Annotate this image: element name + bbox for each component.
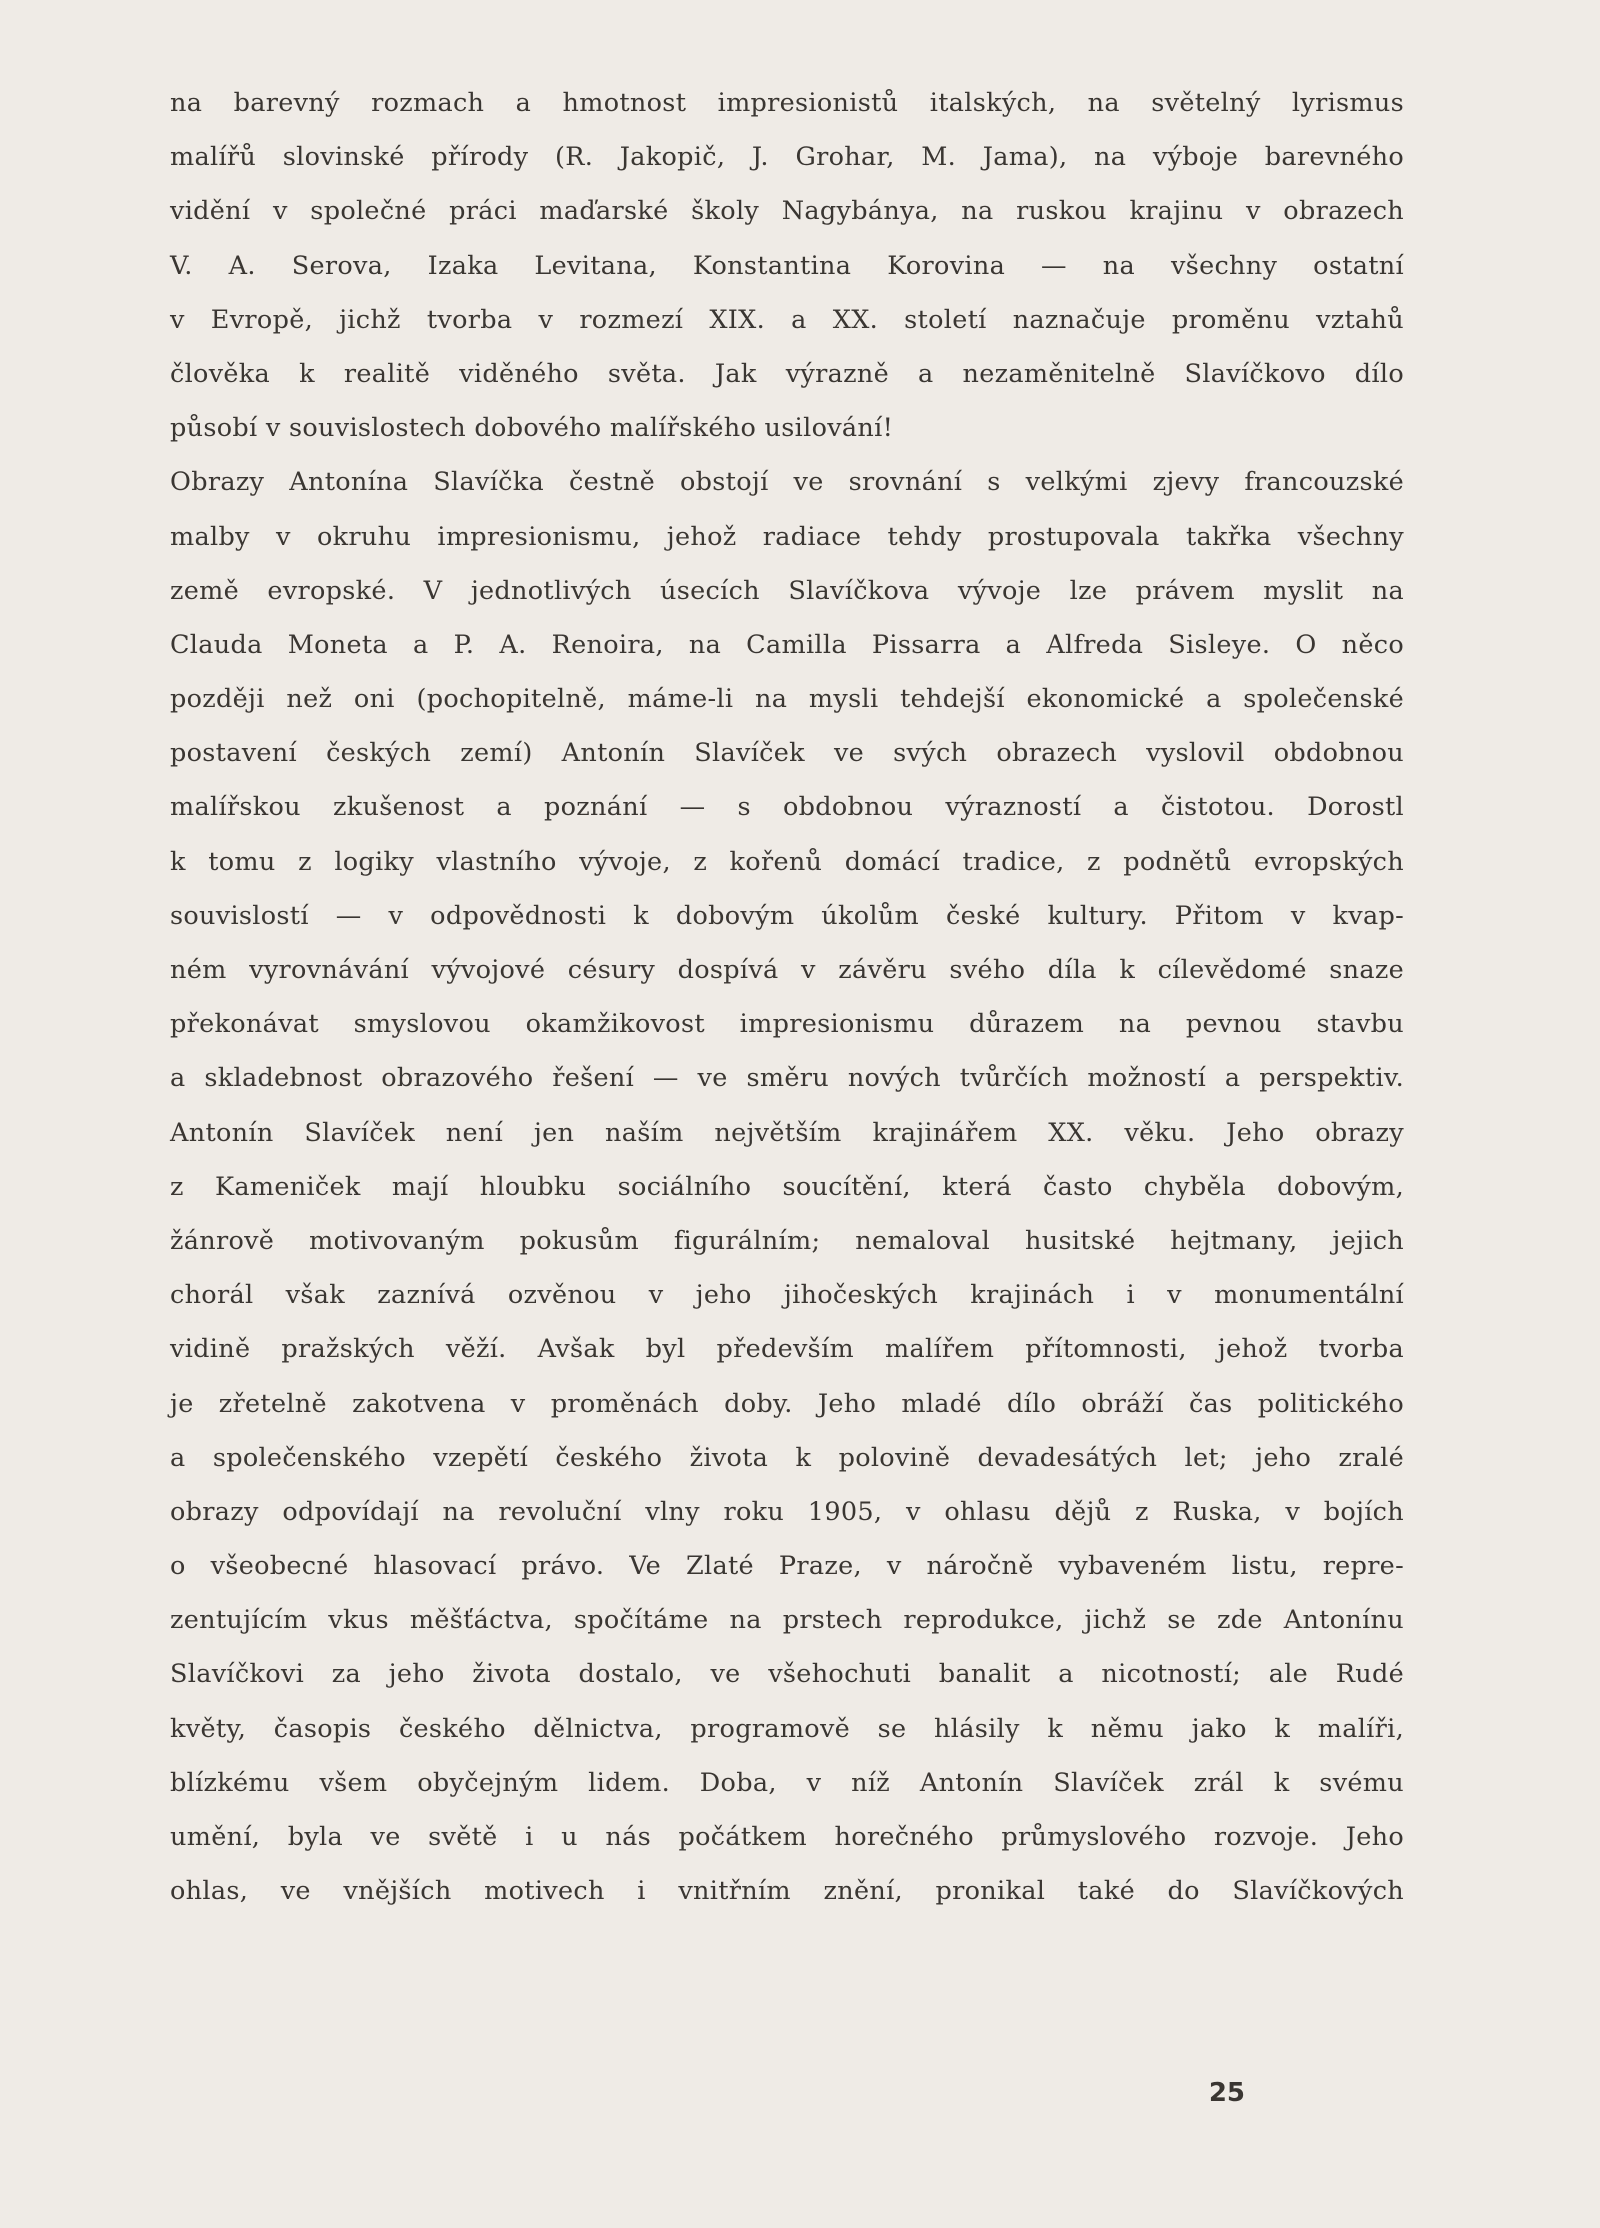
text-line: malířskou zkušenost a poznání — s obdobnou výrazností a čistotou. Dorostl [170, 792, 1404, 823]
text-line: obrazy odpovídají na revoluční vlny roku 1905, v ohlasu dějů z Ruska, v bojích [170, 1496, 1404, 1527]
text-line: člověka k realitě viděného světa. Jak výrazně a nezaměnitelně Slavíčkovo dílo [170, 358, 1404, 389]
text-line: ohlas, ve vnějších motivech i vnitřním znění, pronikal také do Slavíčkových [170, 1876, 1404, 1907]
text-line: umění, byla ve světě i u nás počátkem horečného průmyslového rozvoje. Jeho [170, 1822, 1404, 1852]
text-line: souvislostí — v odpovědnosti k dobovým úkolům české kultury. Přitom v kvap- [170, 900, 1404, 931]
text-line: působí v souvislostech dobového malířského usilování! [170, 413, 894, 444]
text-line: země evropské. V jednotlivých úsecích Slavíčkova vývoje lze právem myslit na [170, 575, 1404, 606]
text-line: Clauda Moneta a P. A. Renoira, na Camilla Pissarra a Alfreda Sisleye. O něco [170, 629, 1404, 660]
text-line: malby v okruhu impresionismu, jehož radiace tehdy prostupovala takřka všechny [170, 521, 1404, 552]
text-line: Obrazy Antonína Slavíčka čestně obstojí ve srovnání s velkými zjevy francouzské [170, 467, 1404, 498]
text-line: vidění v společné práci maďarské školy Nagybánya, na ruskou krajinu v obrazech [170, 196, 1404, 227]
text-line: malířů slovinské přírody (R. Jakopič, J. Grohar, M. Jama), na výboje barevného [170, 142, 1404, 173]
text-line: V. A. Serova, Izaka Levitana, Konstantina Korovina — na všechny ostatní [170, 250, 1404, 281]
text-line: o všeobecné hlasovací právo. Ve Zlaté Praze, v náročně vybaveném listu, repre- [170, 1551, 1404, 1582]
text-line: blízkému všem obyčejným lidem. Doba, v níž Antonín Slavíček zrál k svému [170, 1767, 1404, 1798]
text-line: postavení českých zemí) Antonín Slavíček ve svých obrazech vyslovil obdobnou [170, 738, 1404, 769]
body-text [170, 76, 1404, 1918]
text-line: a skladebnost obrazového řešení — ve směru nových tvůrčích možností a perspektiv. [170, 1063, 1404, 1094]
text-line: vidině pražských věží. Avšak byl především malířem přítomnosti, jehož tvorba [170, 1334, 1404, 1365]
text-line: překonávat smyslovou okamžikovost impresionismu důrazem na pevnou stavbu [170, 1009, 1404, 1040]
text-line: v Evropě, jichž tvorba v rozmezí XIX. a XX. století naznačuje proměnu vztahů [170, 304, 1404, 335]
text-line: na barevný rozmach a hmotnost impresionistů italských, na světelný lyrismus [170, 88, 1404, 118]
text-line: květy, časopis českého dělnictva, programově se hlásily k němu jako k malíři, [170, 1713, 1404, 1744]
text-line: zentujícím vkus měšťáctva, spočítáme na prstech reprodukce, jichž se zde Antonínu [170, 1605, 1404, 1636]
text-line: Slavíčkovi za jeho života dostalo, ve všehochuti banalit a nicotností; ale Rudé [170, 1659, 1404, 1690]
page-number: 25 [1208, 2078, 1245, 2108]
text-line: a společenského vzepětí českého života k polovině devadesátých let; jeho zralé [170, 1442, 1404, 1473]
text-line: Antonín Slavíček není jen naším největším krajinářem XX. věku. Jeho obrazy [170, 1117, 1404, 1148]
text-line: ném vyrovnávání vývojové césury dospívá v závěru svého díla k cílevědomé snaze [170, 955, 1404, 985]
text-line: chorál však zaznívá ozvěnou v jeho jihočeských krajinách i v monumentální [170, 1280, 1404, 1311]
text-line: z Kameniček mají hloubku sociálního soucítění, která často chyběla dobovým, [170, 1171, 1404, 1202]
text-line: žánrově motivovaným pokusům figurálním; nemaloval husitské hejtmany, jejich [170, 1225, 1404, 1256]
text-line: později než oni (pochopitelně, máme-li na mysli tehdejší ekonomické a společenské [170, 684, 1404, 715]
text-line: k tomu z logiky vlastního vývoje, z kořenů domácí tradice, z podnětů evropských [170, 846, 1404, 877]
text-line: je zřetelně zakotvena v proměnách doby. Jeho mladé dílo obráží čas politického [170, 1388, 1404, 1419]
